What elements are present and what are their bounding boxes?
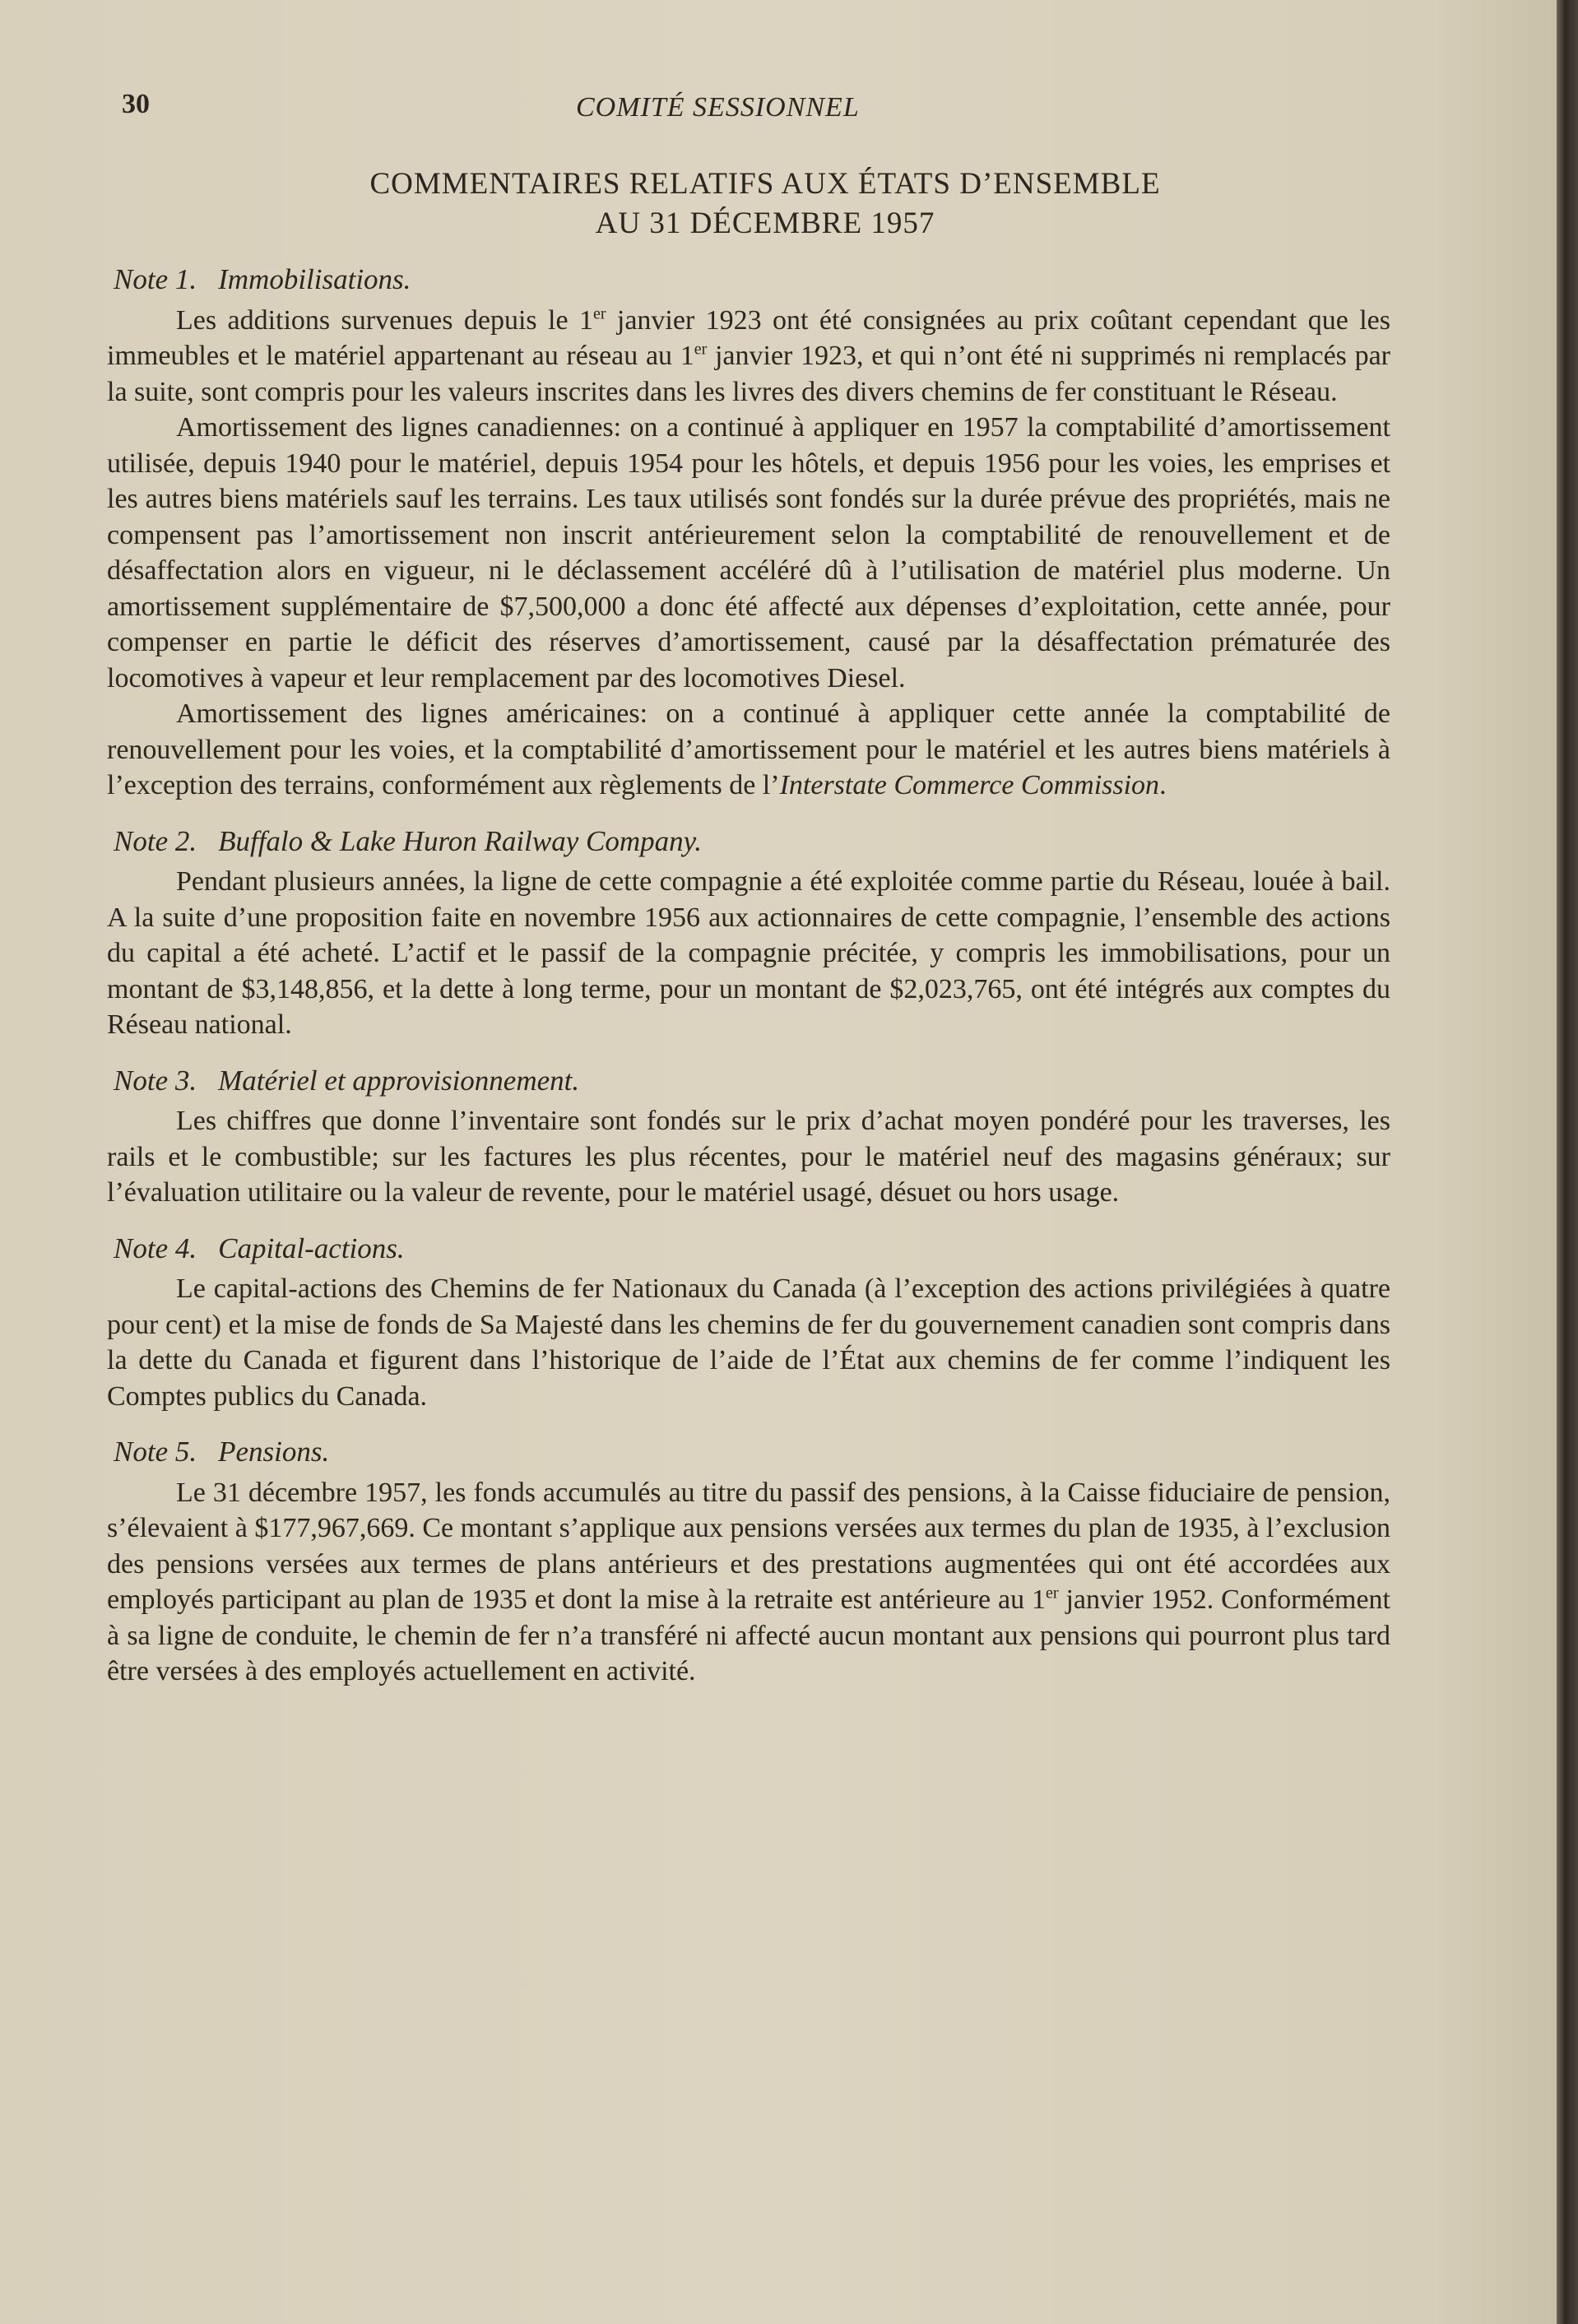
page-header [115,89,1399,130]
note-paragraph: Les chiffres que donne l’inventaire sont fondés sur le prix d’achat moyen pondéré pour les traverses, les rails et le combustible; sur les factures les plus récentes, pour le matériel neuf des magasins généraux; sur l’évaluation utilitaire ou la valeur de revente, pour le matériel usagé, désuet ou hors usage. [107,1106,1390,1208]
note-3 [107,1063,1390,1211]
note-title: Immobilisations. [218,263,411,295]
running-head: COMITÉ SESSIONNEL [576,92,860,123]
note-title: Pensions. [218,1436,330,1468]
note-paragraph: Le capital-actions des Chemins de fer Nationaux du Canada (à l’exception des actions privilégiées à quatre pour cent) et la mise de fonds de Sa Majesté dans les chemins de fer du gouvernement canadien sont compris dans la dette du Canada et figurent dans l’historique de l’aide de l’État aux chemins de fer comme l’indiquent les Comptes publics du Canada. [107,1273,1390,1412]
note-label: Note 3. [114,1064,197,1097]
note-4 [107,1231,1390,1415]
note-heading [114,1231,1390,1267]
note-heading [114,1434,1390,1470]
note-title: Buffalo & Lake Huron Railway Company. [218,824,702,857]
note-label: Note 4. [114,1232,197,1264]
note-2 [107,823,1390,1043]
note-paragraph: Amortissement des lignes canadiennes: on a continué à appliquer en 1957 la comptabilité d’amortissement utilisée, depuis 1940 pour le matériel, depuis 1954 pour les hôtels, et depuis 1956 pour les voies, les emprises et les autres biens matériels sauf les terrains. Les taux utilisés sont fondés sur la durée prévue des propriétés, mais ne compensent pas l’amortissement non inscrit antérieurement selon la comptabilité de renouvellement et de désaffectation alors en vigueur, ni le déclassement accéléré dû à l’utilisation de matériel plus moderne. Un amortissement supplémentaire de $7,500,000 a donc été affecté aux dépenses d’exploitation, cette année, pour compenser en partie le déficit des réserves d’amortissement, causé par la désaffectation prématurée des locomotives à vapeur et leur remplacement par des locomotives Diesel. [107,412,1390,693]
title-line-1: COMMENTAIRES RELATIFS AUX ÉTATS D’ENSEMBLE [369,167,1161,201]
note-label: Note 1. [114,263,197,295]
note-heading [114,1063,1390,1099]
note-title: Capital-actions. [218,1232,405,1264]
note-paragraph: Le 31 décembre 1957, les fonds accumulés au titre du passif des pensions, à la Caisse fiduciaire de pension, s’élevaient à $177,967,669. Ce montant s’applique aux pensions versées aux termes du plan de 1935, à l’exclusion des pensions versées aux termes de plans antérieurs et des prestations augmentées qui ont été accordées aux employés participant au plan de 1935 et dont la mise à la retraite est antérieure au 1er janvier 1952. Conformément à sa ligne de conduite, le chemin de fer n’a transféré ni affecté aucun montant aux pensions qui pourront plus tard être versées à des employés actuellement en activité. [107,1477,1390,1686]
note-5 [107,1434,1390,1690]
note-label: Note 5. [114,1436,197,1468]
note-title: Matériel et approvisionnement. [218,1064,580,1097]
note-heading [114,262,1390,298]
book-spine-shadow [1557,0,1578,2324]
note-1 [107,262,1390,804]
note-label: Note 2. [114,824,197,857]
page-number: 30 [122,89,150,119]
note-paragraph: Les additions survenues depuis le 1er janvier 1923 ont été consignées au prix coûtant cependant que les immeubles et le matériel appartenant au réseau au 1er janvier 1923, et qui n’ont été ni supprimés ni remplacés par la suite, sont compris pour les valeurs inscrites dans les livres des divers chemins de fer constituant le Réseau. [107,304,1390,407]
document-title [115,165,1415,244]
notes-body [107,262,1390,1709]
note-paragraph: Pendant plusieurs années, la ligne de cette compagnie a été exploitée comme partie du Réseau, louée à bail. A la suite d’une proposition faite en novembre 1956 aux actionnaires de cette compagnie, l’ensemble des actions du capital a été acheté. L’actif et le passif de la compagnie précitée, y compris les immobilisations, pour un montant de $3,148,856, et la dette à long terme, pour un montant de $2,023,765, ont été intégrés aux comptes du Réseau national. [107,866,1390,1040]
note-heading [114,823,1390,860]
note-paragraph: Amortissement des lignes américaines: on a continué à appliquer cette année la comptabilité de renouvellement pour les voies, et la comptabilité d’amortissement pour le matériel et les autres biens matériels à l’exception des terrains, conformément aux règlements de l’Interstate Commerce Commission. [107,698,1390,800]
title-line-2: AU 31 DÉCEMBRE 1957 [595,206,935,240]
